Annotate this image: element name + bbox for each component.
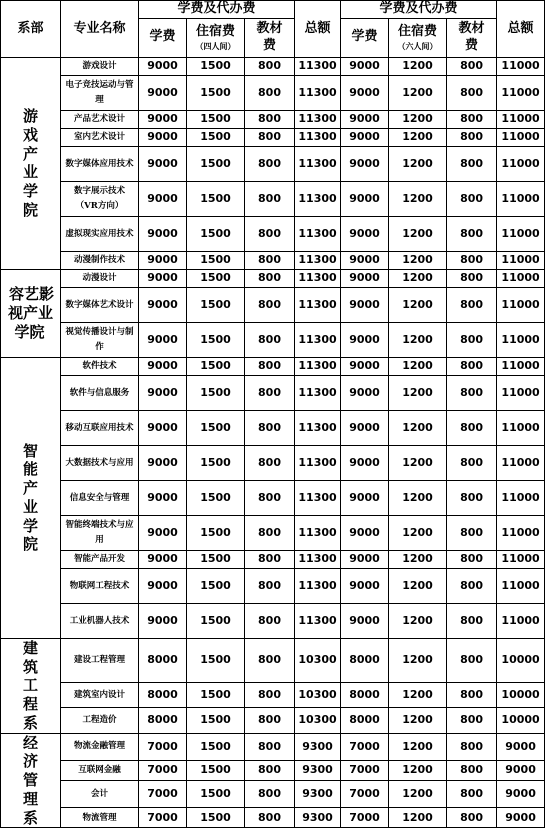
fee-b-cell: 800 [447,128,497,146]
fee-a-cell: 11300 [295,287,341,322]
fee-a-cell: 800 [245,603,295,638]
fee-a-cell: 1500 [187,550,245,568]
table-row [1,251,545,269]
fee-a-cell: 800 [245,146,295,181]
fee-a-cell: 11300 [295,515,341,550]
fee-b-cell: 1200 [389,128,447,146]
fee-b-cell: 1200 [389,110,447,128]
fee-a-cell: 800 [245,181,295,216]
fee-a-cell: 800 [245,733,295,760]
fee-b-cell: 800 [447,57,497,75]
fee-a-cell: 800 [245,357,295,375]
department-name: 建筑工程系 [22,638,38,732]
table-row [1,128,545,146]
fee-a-cell: 11300 [295,568,341,603]
fee-b-cell: 9000 [497,808,545,828]
fee-b-cell: 9000 [341,57,389,75]
fee-b-cell: 1200 [389,322,447,357]
fee-a-cell: 1500 [187,322,245,357]
fee-b-cell: 800 [447,181,497,216]
fee-b-cell: 1200 [389,287,447,322]
major-name: 数字媒体应用技术 [61,146,139,181]
department-name: 容艺影视产业学院 [7,285,54,341]
fee-a-cell: 8000 [139,682,187,707]
table-row [1,181,545,216]
department-cell [1,357,61,638]
fee-b-cell: 11000 [497,568,545,603]
fee-b-cell: 800 [447,603,497,638]
table-row [1,682,545,707]
fee-a-cell: 9000 [139,216,187,251]
fee-b-cell: 8000 [341,682,389,707]
fee-a-cell: 9300 [295,808,341,828]
fee-b-cell: 9000 [497,760,545,780]
fee-b-cell: 800 [447,287,497,322]
fee-b-cell: 800 [447,480,497,515]
fee-a-cell: 800 [245,550,295,568]
fee-a-cell: 1500 [187,638,245,682]
fee-a-cell: 800 [245,57,295,75]
major-name: 互联网金融 [61,760,139,780]
fee-a-cell: 1500 [187,781,245,808]
fee-b-cell: 800 [447,550,497,568]
table-row [1,603,545,638]
department-cell [1,269,61,357]
fee-a-cell: 11300 [295,375,341,410]
table-row [1,216,545,251]
fee-b-cell: 9000 [341,110,389,128]
fee-a-cell: 1500 [187,181,245,216]
fee-a-cell: 9300 [295,781,341,808]
fee-b-cell: 9000 [341,515,389,550]
table-row [1,75,545,110]
department-name: 经济管理系 [22,733,38,827]
fee-b-cell: 800 [447,760,497,780]
fee-a-cell: 11300 [295,128,341,146]
fee-a-cell: 10300 [295,682,341,707]
fee-a-cell: 11300 [295,110,341,128]
fee-a-cell: 9000 [139,181,187,216]
fee-a-cell: 11300 [295,322,341,357]
major-name: 工业机器人技术 [61,603,139,638]
fee-b-cell: 1200 [389,445,447,480]
fee-b-cell: 10000 [497,708,545,733]
fee-a-cell: 1500 [187,128,245,146]
fee-a-cell: 11300 [295,57,341,75]
table-row [1,375,545,410]
fee-a-cell: 9000 [139,75,187,110]
fee-b-cell: 800 [447,410,497,445]
fee-a-cell: 1500 [187,75,245,110]
fee-a-cell: 800 [245,110,295,128]
fee-b-cell: 11000 [497,216,545,251]
fee-a-cell: 11300 [295,603,341,638]
fee-b-cell: 1200 [389,357,447,375]
fee-b-cell: 7000 [341,781,389,808]
fee-b-cell: 8000 [341,708,389,733]
fee-b-cell: 1200 [389,550,447,568]
fee-a-cell: 11300 [295,251,341,269]
fee-b-cell: 11000 [497,375,545,410]
fee-a-cell: 1500 [187,251,245,269]
fee-b-cell: 800 [447,568,497,603]
fee-a-cell: 1500 [187,603,245,638]
fee-b-cell: 800 [447,269,497,287]
table-row [1,568,545,603]
table-row [1,322,545,357]
fee-a-cell: 800 [245,375,295,410]
header-dorm-b-note: （六人间） [397,41,438,52]
major-name: 智能终端技术与应用 [61,515,139,550]
fee-a-cell: 800 [245,128,295,146]
table-row [1,708,545,733]
fee-b-cell: 7000 [341,808,389,828]
fee-a-cell: 800 [245,808,295,828]
fee-b-cell: 1200 [389,708,447,733]
fee-b-cell: 1200 [389,515,447,550]
fee-b-cell: 1200 [389,410,447,445]
major-name: 动漫设计 [61,269,139,287]
fee-b-cell: 800 [447,75,497,110]
fee-a-cell: 9000 [139,445,187,480]
fee-b-cell: 1200 [389,216,447,251]
fee-a-cell: 11300 [295,357,341,375]
fee-b-cell: 800 [447,808,497,828]
table-row [1,269,545,287]
fee-b-cell: 9000 [497,733,545,760]
fee-b-cell: 1200 [389,682,447,707]
fee-a-cell: 1500 [187,682,245,707]
fee-b-cell: 9000 [341,322,389,357]
fee-b-cell: 9000 [341,75,389,110]
fee-b-cell: 9000 [497,781,545,808]
fee-a-cell: 1500 [187,57,245,75]
table-row [1,515,545,550]
header-books-b-label: 教材费 [458,21,485,53]
fee-b-cell: 800 [447,682,497,707]
fee-b-cell: 800 [447,146,497,181]
fee-b-cell: 9000 [341,216,389,251]
fee-a-cell: 11300 [295,445,341,480]
major-name: 移动互联应用技术 [61,410,139,445]
header-total-b: 总额 [497,1,545,58]
fee-a-cell: 800 [245,75,295,110]
header-dept: 系部 [1,1,61,58]
fee-a-cell: 800 [245,760,295,780]
fee-b-cell: 800 [447,781,497,808]
header-tuition-b: 学费 [341,18,389,57]
fee-a-cell: 9000 [139,568,187,603]
major-name: 物联网工程技术 [61,568,139,603]
fee-b-cell: 9000 [341,269,389,287]
header-total-a: 总额 [295,1,341,58]
major-name: 智能产品开发 [61,550,139,568]
major-name: 大数据技术与应用 [61,445,139,480]
header-dorm-a-note: （四人间） [195,41,236,52]
fee-a-cell: 7000 [139,733,187,760]
fee-b-cell: 800 [447,708,497,733]
major-name: 室内艺术设计 [61,128,139,146]
table-row [1,638,545,682]
major-name: 工程造价 [61,708,139,733]
table-row [1,110,545,128]
fee-a-cell: 9000 [139,410,187,445]
fee-a-cell: 7000 [139,781,187,808]
fee-a-cell: 9000 [139,57,187,75]
major-name: 建设工程管理 [61,638,139,682]
fee-b-cell: 11000 [497,269,545,287]
header-group-b: 学费及代办费 [341,1,497,19]
fee-b-cell: 9000 [341,550,389,568]
fee-a-cell: 800 [245,410,295,445]
table-body [1,57,545,828]
fee-a-cell: 1500 [187,110,245,128]
fee-a-cell: 1500 [187,287,245,322]
fee-b-cell: 11000 [497,146,545,181]
header-dorm-b-label: 住宿费 [398,24,438,40]
fee-a-cell: 9000 [139,110,187,128]
fee-b-cell: 1200 [389,181,447,216]
fee-b-cell: 800 [447,445,497,480]
fee-b-cell: 800 [447,110,497,128]
fee-b-cell: 11000 [497,410,545,445]
fee-a-cell: 9000 [139,603,187,638]
department-cell [1,638,61,733]
fee-a-cell: 1500 [187,480,245,515]
department-cell [1,57,61,269]
fee-a-cell: 11300 [295,216,341,251]
table-row [1,781,545,808]
fee-a-cell: 9000 [139,287,187,322]
fee-a-cell: 1500 [187,216,245,251]
fee-a-cell: 1500 [187,375,245,410]
fee-b-cell: 800 [447,515,497,550]
fee-b-cell: 1200 [389,269,447,287]
major-name: 虚拟现实应用技术 [61,216,139,251]
fee-b-cell: 11000 [497,128,545,146]
fee-a-cell: 8000 [139,638,187,682]
fee-b-cell: 11000 [497,322,545,357]
fee-a-cell: 1500 [187,708,245,733]
table-row [1,357,545,375]
department-name: 智能产业学院 [22,441,38,554]
fee-b-cell: 800 [447,638,497,682]
fee-a-cell: 7000 [139,760,187,780]
header-books-a [245,18,295,57]
fee-a-cell: 11300 [295,410,341,445]
fee-a-cell: 9000 [139,146,187,181]
fee-b-cell: 11000 [497,357,545,375]
table-row [1,480,545,515]
major-name: 视觉传播设计与制作 [61,322,139,357]
fee-a-cell: 10300 [295,638,341,682]
fee-b-cell: 800 [447,357,497,375]
fee-a-cell: 9000 [139,357,187,375]
fee-a-cell: 800 [245,781,295,808]
major-name: 物流金融管理 [61,733,139,760]
major-name: 建筑室内设计 [61,682,139,707]
fee-a-cell: 1500 [187,760,245,780]
fee-b-cell: 1200 [389,375,447,410]
fee-b-cell: 10000 [497,638,545,682]
fee-b-cell: 11000 [497,603,545,638]
major-name: 游戏设计 [61,57,139,75]
fee-b-cell: 11000 [497,57,545,75]
fee-b-cell: 1200 [389,568,447,603]
fee-b-cell: 1200 [389,638,447,682]
fee-b-cell: 800 [447,216,497,251]
major-name: 物流管理 [61,808,139,828]
fee-b-cell: 800 [447,251,497,269]
fee-b-cell: 800 [447,322,497,357]
fee-a-cell: 1500 [187,445,245,480]
fee-a-cell: 9000 [139,480,187,515]
fee-b-cell: 11000 [497,251,545,269]
major-name: 会计 [61,781,139,808]
fee-b-cell: 800 [447,733,497,760]
fee-a-cell: 10300 [295,708,341,733]
header-dorm-a [187,18,245,57]
fee-a-cell: 9000 [139,269,187,287]
fee-a-cell: 8000 [139,708,187,733]
fee-b-cell: 11000 [497,445,545,480]
fee-a-cell: 9000 [139,322,187,357]
header-tuition-a: 学费 [139,18,187,57]
fee-a-cell: 7000 [139,808,187,828]
major-name: 动漫制作技术 [61,251,139,269]
fee-b-cell: 800 [447,375,497,410]
fee-b-cell: 9000 [341,287,389,322]
header-books-a-label: 教材费 [256,21,283,53]
fee-a-cell: 1500 [187,269,245,287]
fee-b-cell: 9000 [341,357,389,375]
table-row [1,550,545,568]
fee-b-cell: 9000 [341,251,389,269]
fee-a-cell: 1500 [187,733,245,760]
table-row [1,733,545,760]
fee-b-cell: 1200 [389,781,447,808]
header-group-a: 学费及代办费 [139,1,295,19]
table-row [1,57,545,75]
department-cell [1,733,61,828]
fee-a-cell: 800 [245,568,295,603]
fee-a-cell: 9000 [139,515,187,550]
table-row [1,760,545,780]
fee-a-cell: 11300 [295,480,341,515]
fee-b-cell: 1200 [389,603,447,638]
fee-b-cell: 9000 [341,603,389,638]
fee-b-cell: 11000 [497,287,545,322]
fee-b-cell: 1200 [389,808,447,828]
fee-a-cell: 800 [245,515,295,550]
fee-a-cell: 9300 [295,760,341,780]
fee-b-cell: 9000 [341,375,389,410]
fee-a-cell: 800 [245,269,295,287]
header-dorm-b [389,18,447,57]
fee-b-cell: 7000 [341,760,389,780]
fee-b-cell: 9000 [341,410,389,445]
fee-a-cell: 1500 [187,410,245,445]
department-name: 游戏产业学院 [22,107,38,219]
fee-b-cell: 9000 [341,181,389,216]
fee-b-cell: 11000 [497,480,545,515]
major-name: 软件与信息服务 [61,375,139,410]
fee-b-cell: 9000 [341,128,389,146]
fee-b-cell: 11000 [497,75,545,110]
fee-b-cell: 11000 [497,181,545,216]
fee-a-cell: 800 [245,445,295,480]
fee-a-cell: 9300 [295,733,341,760]
fee-a-cell: 11300 [295,269,341,287]
major-name: 数字媒体艺术设计 [61,287,139,322]
fee-a-cell: 9000 [139,128,187,146]
fee-a-cell: 1500 [187,357,245,375]
fee-a-cell: 800 [245,287,295,322]
fee-b-cell: 10000 [497,682,545,707]
fee-a-cell: 800 [245,216,295,251]
fee-b-cell: 11000 [497,515,545,550]
major-name: 电子竞技运动与管理 [61,75,139,110]
fee-a-cell: 11300 [295,550,341,568]
fee-a-cell: 800 [245,251,295,269]
fee-a-cell: 9000 [139,375,187,410]
header-major: 专业名称 [61,1,139,58]
fee-a-cell: 800 [245,638,295,682]
fee-b-cell: 1200 [389,146,447,181]
header-dorm-a-label: 住宿费 [195,24,235,40]
fee-b-cell: 1200 [389,760,447,780]
fee-a-cell: 800 [245,480,295,515]
fee-b-cell: 1200 [389,733,447,760]
fee-b-cell: 8000 [341,638,389,682]
fee-a-cell: 800 [245,682,295,707]
fee-b-cell: 9000 [341,568,389,603]
fee-b-cell: 9000 [341,146,389,181]
fee-a-cell: 11300 [295,181,341,216]
fee-a-cell: 800 [245,708,295,733]
table-row [1,287,545,322]
fee-b-cell: 1200 [389,75,447,110]
major-name: 软件技术 [61,357,139,375]
fee-b-cell: 1200 [389,251,447,269]
fee-a-cell: 1500 [187,568,245,603]
fee-a-cell: 1500 [187,515,245,550]
fee-a-cell: 11300 [295,146,341,181]
table-row [1,146,545,181]
major-name: 数字展示技术（VR方向） [61,181,139,216]
fee-b-cell: 7000 [341,733,389,760]
fee-a-cell: 11300 [295,75,341,110]
fee-b-cell: 1200 [389,57,447,75]
table-row [1,410,545,445]
table-row [1,808,545,828]
fee-a-cell: 800 [245,322,295,357]
fee-a-cell: 9000 [139,550,187,568]
fee-b-cell: 11000 [497,550,545,568]
fee-a-cell: 1500 [187,146,245,181]
fee-b-cell: 11000 [497,110,545,128]
fee-a-cell: 9000 [139,251,187,269]
header-books-b [447,18,497,57]
fee-b-cell: 1200 [389,480,447,515]
fee-b-cell: 9000 [341,480,389,515]
table-row [1,445,545,480]
major-name: 信息安全与管理 [61,480,139,515]
fee-a-cell: 1500 [187,808,245,828]
fee-b-cell: 9000 [341,445,389,480]
major-name: 产品艺术设计 [61,110,139,128]
